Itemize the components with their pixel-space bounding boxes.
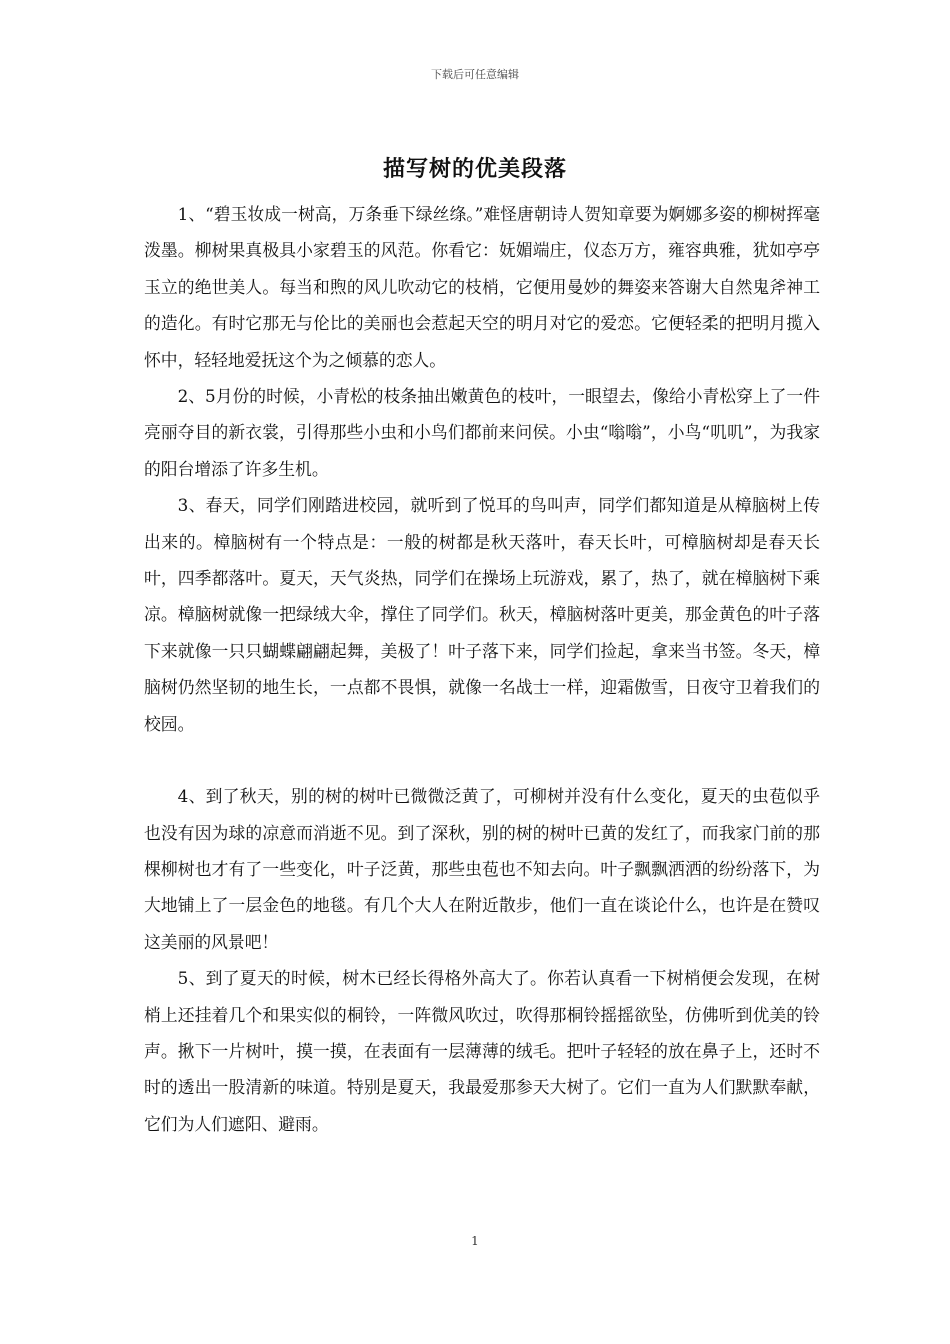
document-title: 描写树的优美段落 [382,156,567,182]
paragraph-2: 2、5月份的时候，小青松的枝条抽出嫩黄色的枝叶，一眼望去，像给小青松穿上了一件亮丽夺目的新衣裳，引得那些小虫和小鸟们都前来问侯。小虫“嗡嗡”，小鸟“叽叽”，为我家的阳台增添了许多生机。 [144,386,820,479]
paragraph-1: 1、“碧玉妆成一树高，万条垂下绿丝绦。”难怪唐朝诗人贺知章要为婀娜多姿的柳树挥毫泼墨。柳树果真极具小家碧玉的风范。你看它：妩媚端庄，仪态万方，雍容典雅，犹如亭亭玉立的绝世美人。每当和煦的风儿吹动它的枝梢，它便用曼妙的舞姿来答谢大自然鬼斧神工的造化。有时它那无与伦比的美丽也会惹起天空的明月对它的爱恋。它便轻柔的把明月揽入怀中，轻轻地爱抚这个为之倾慕的恋人。 [144,204,820,370]
document-body [144,196,820,1142]
paragraph-gap [144,742,820,778]
paragraph-5: 5、到了夏天的时候，树木已经长得格外高大了。你若认真看一下树梢便会发现，在树梢上还挂着几个和果实似的桐铃，一阵微风吹过，吹得那桐铃摇摇欲坠，仿佛听到优美的铃声。揪下一片树叶，摸一摸，在表面有一层薄薄的绒毛。把叶子轻轻的放在鼻子上，还时不时的透出一股清新的味道。特别是夏天，我最爱那参天大树了。它们一直为人们默默奉献，它们为人们遮阳、避雨。 [144,968,820,1134]
paragraph-3: 3、春天，同学们刚踏进校园，就听到了悦耳的鸟叫声，同学们都知道是从樟脑树上传出来的。樟脑树有一个特点是：一般的树都是秋天落叶，春天长叶，可樟脑树却是春天长叶，四季都落叶。夏天，天气炎热，同学们在操场上玩游戏，累了，热了，就在樟脑树下乘凉。樟脑树就像一把绿绒大伞，撑住了同学们。秋天，樟脑树落叶更美，那金黄色的叶子落下来就像一只只蝴蝶翩翩起舞，美极了！叶子落下来，同学们捡起，拿来当书签。冬天，樟脑树仍然坚韧的地生长，一点都不畏惧，就像一名战士一样，迎霜傲雪，日夜守卫着我们的校园。 [144,495,820,734]
paragraph-4: 4、到了秋天，别的树的树叶已微微泛黄了，可柳树并没有什么变化，夏天的虫苞似乎也没有因为球的凉意而消逝不见。到了深秋，别的树的树叶已黄的发红了，而我家门前的那棵柳树也才有了一些变化，叶子泛黄，那些虫苞也不知去向。叶子飘飘洒洒的纷纷落下，为大地铺上了一层金色的地毯。有几个大人在附近散步，他们一直在谈论什么，也许是在赞叹这美丽的风景吧！ [144,786,820,952]
download-note: 下载后可任意编辑 [431,68,519,81]
page-number: 1 [471,1234,479,1248]
